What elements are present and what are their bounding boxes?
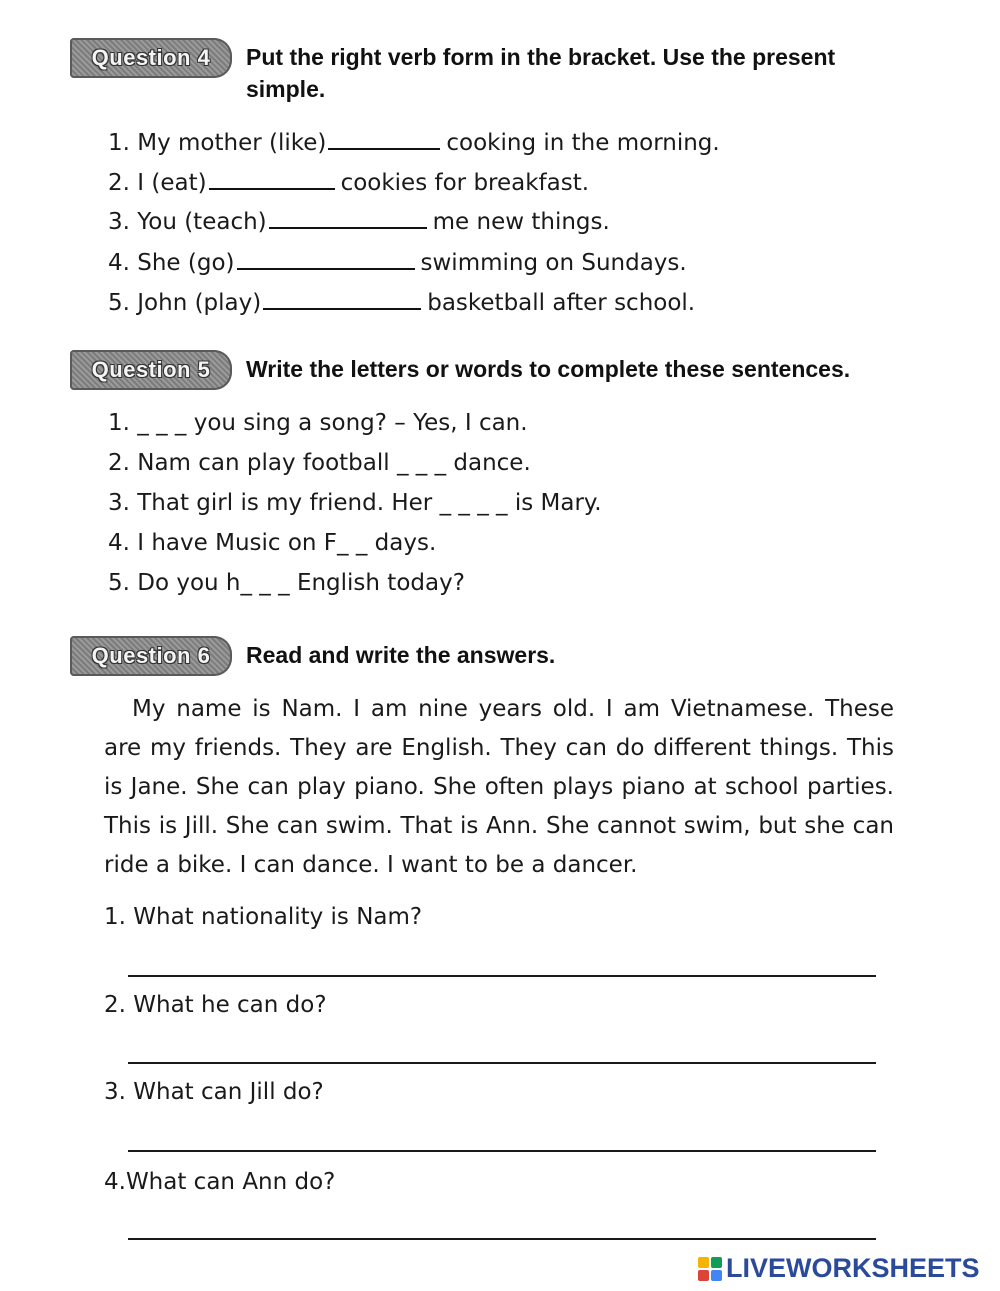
q6-question-4: 4.What can Ann do?	[104, 1169, 336, 1195]
q4-blank-5[interactable]	[263, 290, 421, 310]
q4-item-1: 1. My mother (like) cooking in the morning.	[108, 130, 720, 156]
question-5-instruction: Write the letters or words to complete these sentences.	[246, 356, 851, 382]
q4-blank-4[interactable]	[237, 250, 415, 270]
q5-item-2: 2. Nam can play football _ _ _ dance.	[108, 450, 531, 476]
q6-question-1: 1. What nationality is Nam?	[104, 904, 423, 930]
q4-blank-3[interactable]	[269, 209, 427, 229]
q4-blank-2[interactable]	[209, 170, 335, 190]
q4-item-5: 5. John (play) basketball after school.	[108, 290, 696, 316]
q5-blank-3[interactable]: 3. That girl is my friend. Her _ _ _ _	[108, 490, 508, 516]
liveworksheets-logo-icon	[698, 1257, 722, 1281]
liveworksheets-logo	[698, 1253, 980, 1284]
q5-blank-4[interactable]: 4. I have Music on F_ _	[108, 530, 368, 556]
q6-answer-line-4[interactable]	[128, 1238, 876, 1240]
reading-passage: My name is Nam. I am nine years old. I am Vietnamese. These are my friends. They are English. They can do different things. This is Jane. She can play piano. She often plays piano at school parties. This is Jill. She can swim. That is Ann. She cannot swim, but she can ride a bike. I can dance. I want to be a dancer.	[104, 696, 894, 878]
q5-item-3: 3. That girl is my friend. Her _ _ _ _ is Mary.	[108, 490, 602, 516]
q6-answer-line-2[interactable]	[128, 1062, 876, 1064]
q4-blank-1[interactable]	[328, 130, 440, 150]
q6-answer-line-3[interactable]	[128, 1150, 876, 1152]
q4-item-4: 4. She (go) swimming on Sundays.	[108, 250, 687, 276]
question-6-header	[70, 636, 555, 676]
question-4-instruction: Put the right verb form in the bracket. Use the present simple.	[246, 44, 836, 102]
q5-blank-5[interactable]: 5. Do you h_ _ _	[108, 570, 290, 596]
q4-item-3: 3. You (teach) me new things.	[108, 209, 610, 235]
q5-item-1: 1. _ _ _ you sing a song? – Yes, I can.	[108, 410, 528, 436]
q5-blank-1[interactable]: 1. _ _ _	[108, 410, 187, 436]
question-5-badge: Question 5	[70, 350, 232, 390]
liveworksheets-brand-text: LIVEWORKSHEETS	[726, 1253, 980, 1283]
question-6-instruction: Read and write the answers.	[246, 642, 556, 668]
q6-question-3: 3. What can Jill do?	[104, 1079, 324, 1105]
q6-question-2: 2. What he can do?	[104, 992, 327, 1018]
q6-answer-line-1[interactable]	[128, 975, 876, 977]
q4-item-2: 2. I (eat) cookies for breakfast.	[108, 170, 590, 196]
q5-item-4: 4. I have Music on F_ _ days.	[108, 530, 437, 556]
q5-item-5: 5. Do you h_ _ _ English today?	[108, 570, 465, 596]
question-5-header	[70, 350, 850, 390]
question-4-badge: Question 4	[70, 38, 232, 78]
question-6-badge: Question 6	[70, 636, 232, 676]
q5-blank-2[interactable]: 2. Nam can play football _ _ _	[108, 450, 447, 476]
question-4-header	[70, 38, 835, 105]
